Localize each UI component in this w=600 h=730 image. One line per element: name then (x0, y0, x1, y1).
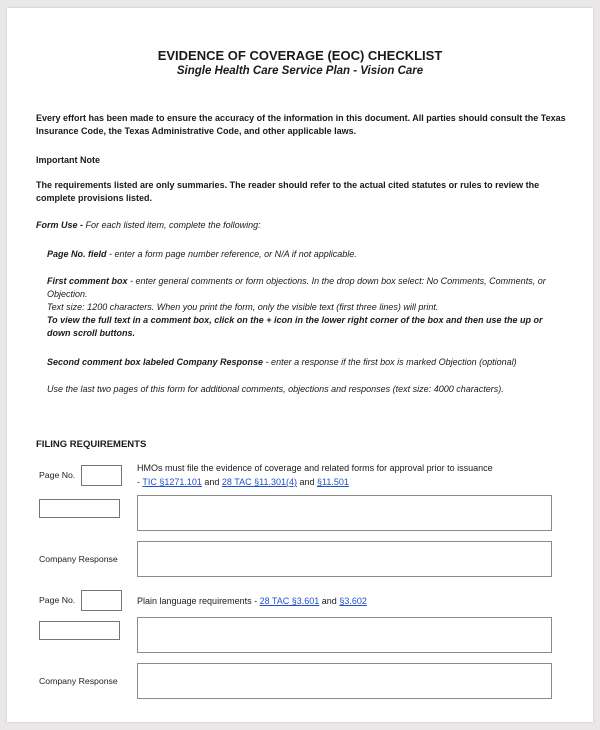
comment-row (39, 617, 569, 653)
page-no-cell (39, 461, 127, 489)
page-no-row (39, 590, 569, 611)
disclaimer-paragraph: Every effort has been made to ensure the accuracy of the information in this document. All parties should consult the Texas Insurance Code, the Texas Administrative Code, and other applicable laws. (36, 113, 566, 136)
company-response-row (39, 663, 569, 699)
comment-dropdown-cell (39, 495, 127, 531)
instruction-lead: Page No. field (47, 249, 107, 259)
document-body (36, 112, 569, 699)
form-use-line (36, 219, 569, 232)
page-no-input[interactable] (81, 465, 122, 486)
company-response-label: Company Response (39, 675, 118, 686)
filing-item-2 (39, 590, 569, 699)
company-response-box[interactable] (137, 663, 552, 699)
page-no-input[interactable] (81, 590, 122, 611)
text-size-note: Text size: 1200 characters. When you print the form, only the visible text (first three lines) will print. (47, 302, 439, 312)
form-use-instructions (47, 248, 549, 396)
instruction-lead: Second comment box labeled Company Response (47, 357, 264, 367)
requirement-line-1 (137, 594, 367, 608)
link-3-602[interactable]: §3.602 (339, 595, 367, 606)
link-separator: and (201, 477, 222, 487)
view-full-text-note: To view the full text in a comment box, click on the + icon in the lower right corner of the box and then use the up or down scroll buttons. (47, 315, 543, 338)
link-separator: and (296, 477, 317, 487)
instruction-rest: - enter a form page number reference, or N/A if not applicable. (106, 249, 357, 259)
link-tic-1271-101[interactable]: TIC §1271.101 (142, 477, 202, 487)
comment-row (39, 495, 569, 531)
company-response-cell (39, 663, 127, 699)
instruction-rest: - enter a response if the first box is marked Objection (optional) (263, 357, 517, 367)
requirement-line-1: HMOs must file the evidence of coverage and related forms for approval prior to issuance (137, 463, 493, 473)
instruction-rest: - enter general comments or form objections. In the drop down box select: No Comments, Comments, or Objection. (47, 276, 546, 299)
link-28-tac-11-301-4[interactable]: 28 TAC §11.301(4) (221, 477, 297, 487)
page-no-label: Page No. (39, 595, 76, 605)
page-no-label: Page No. (39, 469, 76, 480)
instruction-first-comment-box (47, 275, 549, 340)
requirement-text (137, 590, 552, 611)
link-11-501[interactable]: §11.501 (317, 477, 349, 487)
instruction-lead: First comment box (47, 276, 128, 286)
link-28-tac-3-601[interactable]: 28 TAC §3.601 (259, 595, 320, 606)
page-no-row (39, 461, 569, 489)
comment-type-dropdown[interactable] (39, 621, 120, 640)
form-use-lead: Form Use - (36, 220, 84, 230)
company-response-cell (39, 541, 127, 577)
last-pages-note: Use the last two pages of this form for additional comments, objections and responses (text size: 4000 characters). (47, 384, 504, 394)
company-response-box[interactable] (137, 541, 552, 577)
instruction-page-no-field (47, 248, 549, 261)
page-no-cell (39, 590, 127, 611)
comment-dropdown-cell (39, 617, 127, 653)
filing-item-1 (39, 461, 569, 577)
form-use-rest: For each listed item, complete the following: (83, 220, 261, 230)
important-note-body: The requirements listed are only summaries. The reader should refer to the actual cited statutes or rules to review the complete provisions listed. (36, 180, 540, 203)
company-response-label: Company Response (39, 553, 118, 564)
comment-box[interactable] (137, 617, 552, 653)
filing-requirements-heading: FILING REQUIREMENTS (36, 439, 147, 450)
instruction-second-comment-box (47, 356, 549, 369)
document-subtitle: Single Health Care Service Plan - Vision Care (176, 65, 424, 77)
requirement-text (137, 461, 552, 489)
document-title: EVIDENCE OF COVERAGE (EOC) CHECKLIST (157, 48, 443, 63)
important-note-heading: Important Note (36, 155, 100, 165)
comment-box[interactable] (137, 495, 552, 531)
document-page (7, 8, 593, 722)
comment-type-dropdown[interactable] (39, 499, 120, 518)
requirement-text-lead: Plain language requirements - (137, 595, 260, 606)
requirement-line-2-prefix: - (137, 477, 143, 487)
company-response-row (39, 541, 569, 577)
link-separator: and (319, 595, 340, 606)
